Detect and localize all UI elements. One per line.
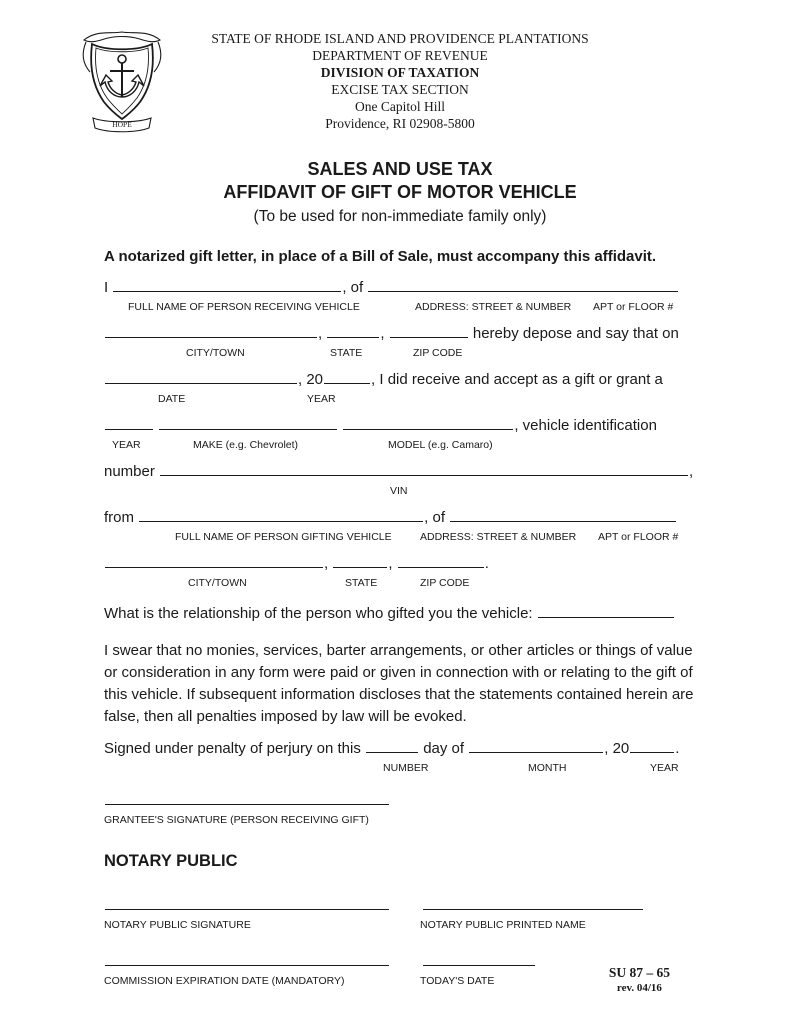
- gift-year-blank: [324, 372, 370, 384]
- agency-line-department: DEPARTMENT OF REVENUE: [312, 48, 488, 63]
- notary-signature-line: [105, 898, 389, 910]
- giftor-name-blank: [139, 510, 423, 522]
- form-body: [0, 247, 800, 987]
- gift-date-blank: [105, 372, 297, 384]
- state-blank: [327, 326, 379, 338]
- form-text: ,: [380, 325, 385, 342]
- blank-label: TODAY'S DATE: [420, 975, 495, 987]
- form-text: .: [484, 555, 489, 572]
- blank-label: FULL NAME OF PERSON GIFTING VEHICLE: [175, 531, 392, 543]
- agency-line-address: One Capitol Hill: [355, 99, 445, 114]
- blank-label: FULL NAME OF PERSON RECEIVING VEHICLE: [128, 301, 360, 313]
- blank-label: ZIP CODE: [420, 577, 470, 589]
- giftor-city-blank: [105, 556, 323, 568]
- blank-label: MAKE (e.g. Chevrolet): [193, 439, 299, 451]
- blank-label: COMMISSION EXPIRATION DATE (MANDATORY): [104, 975, 345, 987]
- form-line-vin: [104, 461, 704, 497]
- form-line-gift-date: [104, 369, 704, 405]
- form-line-vehicle: [104, 415, 704, 451]
- title-line-1: SALES AND USE TAX: [307, 159, 493, 179]
- zip-blank: [390, 326, 468, 338]
- form-text: number: [104, 463, 155, 480]
- blank-label: YEAR: [112, 439, 141, 451]
- form-text: , of: [342, 279, 364, 296]
- form-line-perjury: [104, 738, 704, 774]
- form-line-giftor-city: [104, 553, 704, 589]
- agency-line-section: EXCISE TAX SECTION: [331, 82, 469, 97]
- form-text: from: [104, 509, 134, 526]
- form-text: , vehicle identification: [514, 417, 657, 434]
- form-line-relationship: [104, 603, 704, 624]
- form-text: , 20: [298, 371, 324, 388]
- notarized-letter-notice: A notarized gift letter, in place of a Bill of Sale, must accompany this affidavit.: [104, 248, 657, 265]
- perjury-year-blank: [630, 741, 674, 753]
- blank-label: NUMBER: [383, 762, 429, 774]
- blank-label: NOTARY PUBLIC PRINTED NAME: [420, 919, 586, 931]
- blank-label: ADDRESS: STREET & NUMBER: [420, 531, 577, 543]
- agency-line-division: DIVISION OF TAXATION: [320, 65, 480, 80]
- form-text: ,: [318, 325, 323, 342]
- title-line-2: AFFIDAVIT OF GIFT OF MOTOR VEHICLE: [223, 182, 577, 202]
- blank-label: YEAR: [650, 762, 679, 774]
- agency-line-state: STATE OF RHODE ISLAND AND PROVIDENCE PLANTATIONS: [211, 31, 589, 46]
- rhode-island-coat-of-arms-icon: [76, 24, 168, 134]
- form-text: What is the relationship of the person who gifted you the vehicle:: [104, 605, 533, 622]
- recipient-name-blank: [113, 280, 341, 292]
- form-text: Signed under penalty of perjury on this: [104, 740, 361, 757]
- giftor-state-blank: [333, 556, 387, 568]
- relationship-blank: [538, 606, 674, 618]
- vehicle-year-blank: [105, 418, 153, 430]
- agency-line-city-zip: Providence, RI 02908-5800: [325, 116, 475, 131]
- notary-public-heading: NOTARY PUBLIC: [104, 852, 238, 870]
- giftor-zip-blank: [398, 556, 484, 568]
- blank-label: GRANTEE'S SIGNATURE (PERSON RECEIVING GIFT): [104, 814, 369, 826]
- notary-row-1: [104, 895, 704, 931]
- form-text: ,: [388, 555, 393, 572]
- todays-date-line: [423, 954, 535, 966]
- form-number: SU 87 – 65: [608, 965, 670, 980]
- blank-label: VIN: [390, 485, 408, 497]
- form-text: .: [675, 740, 680, 757]
- vehicle-make-blank: [159, 418, 337, 430]
- blank-label: NOTARY PUBLIC SIGNATURE: [104, 919, 251, 931]
- blank-label: MONTH: [528, 762, 567, 774]
- giftor-address-blank: [450, 510, 676, 522]
- form-text: , of: [424, 509, 446, 526]
- blank-label: YEAR: [307, 393, 336, 405]
- commission-expiration-line: [105, 954, 389, 966]
- rhode-island-seal: [76, 24, 168, 134]
- blank-label: ZIP CODE: [413, 347, 463, 359]
- notary-printed-name-line: [423, 898, 643, 910]
- city-blank: [105, 326, 317, 338]
- form-line-giftor: [104, 507, 704, 543]
- vin-blank: [160, 464, 688, 476]
- document-header: [0, 0, 800, 132]
- form-text: , 20: [604, 740, 630, 757]
- form-line-recipient-city: [104, 323, 704, 359]
- document-title: [0, 158, 800, 227]
- oath-paragraph: I swear that no monies, services, barter arrangements, or other articles or things of value or consideration in any form were paid or given in connection with or relating to the gift of this vehicle. If subsequent information discloses that the statements contained herein are false, then all penalties imposed by law will be evoked.: [104, 642, 694, 725]
- form-text: day of: [423, 740, 465, 757]
- seal-motto: HOPE: [112, 120, 132, 129]
- blank-label: STATE: [330, 347, 363, 359]
- blank-label: APT or FLOOR #: [598, 531, 679, 543]
- blank-label: APT or FLOOR #: [593, 301, 674, 313]
- form-text: , I did receive and accept as a gift or grant a: [371, 371, 663, 388]
- form-text: ,: [689, 463, 694, 480]
- blank-label: STATE: [345, 577, 378, 589]
- perjury-month-blank: [469, 741, 603, 753]
- blank-label: ADDRESS: STREET & NUMBER: [415, 301, 572, 313]
- form-line-recipient: [104, 277, 704, 313]
- blank-label: CITY/TOWN: [188, 577, 247, 589]
- blank-label: MODEL (e.g. Camaro): [388, 439, 493, 451]
- blank-label: CITY/TOWN: [186, 347, 245, 359]
- form-number-block: [609, 965, 670, 995]
- recipient-address-blank: [368, 280, 678, 292]
- perjury-day-blank: [366, 741, 418, 753]
- grantee-signature-line: [105, 793, 389, 805]
- title-subtitle: (To be used for non-immediate family only): [253, 208, 547, 225]
- revision-date: rev. 04/16: [616, 982, 662, 994]
- form-text: hereby depose and say that on: [472, 325, 679, 342]
- blank-label: DATE: [158, 393, 186, 405]
- form-text: I: [104, 279, 109, 296]
- form-text: ,: [324, 555, 329, 572]
- grantee-signature-block: [104, 790, 704, 826]
- vehicle-model-blank: [343, 418, 513, 430]
